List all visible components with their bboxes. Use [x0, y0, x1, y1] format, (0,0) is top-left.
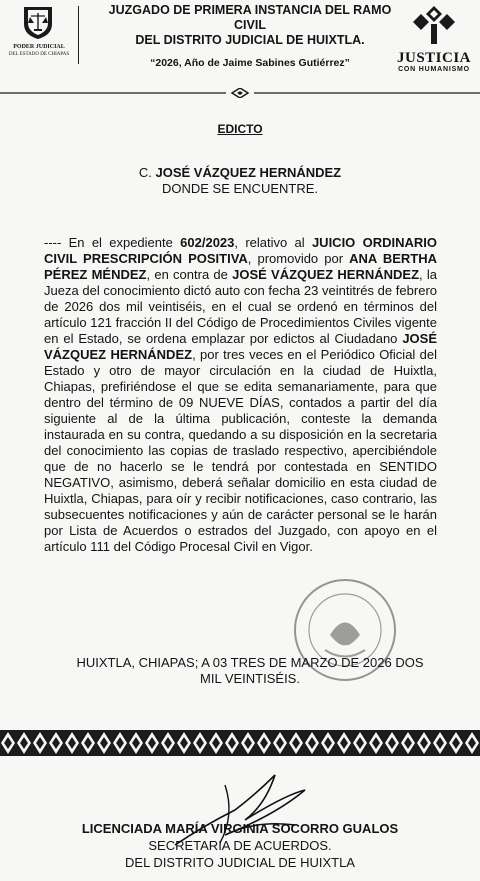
- signer-name: LICENCIADA MARÍA VIRGINIA SOCORRO GUALOS: [81, 821, 399, 836]
- addressee-name: JOSÉ VÁZQUEZ HERNÁNDEZ: [155, 165, 342, 180]
- court-header: [95, 3, 405, 71]
- signer-block: [0, 820, 480, 871]
- decorative-band: [0, 730, 480, 756]
- justicia-humanismo-logo: [394, 4, 474, 74]
- document-title: EDICTO: [217, 122, 263, 136]
- org-subname: DEL ESTADO DE CHIAPAS: [8, 52, 70, 57]
- body-text-part: ---- En el expediente: [44, 235, 181, 250]
- poder-judicial-logo: [8, 4, 70, 68]
- body-text-part: , por tres veces en el Periódico Oficial del Estado y otro de mayor circulación en la ciudad de Huixtla, Chiapas, prefiriéndose el que se edita semanariamente, para que dentro del término de 09 NUEVE DÍAS, contados a partir del día siguiente al de la última publicación, conteste la demanda instaurada en su contra, quedando a su disposición en la secretaria del conocimiento las copias de traslado respectivo, apercibiéndole que de no hacerlo se le tendrá por contestada en SENTIDO NEGATIVO, asimismo, deberá señalar domicilio en esta ciudad de Huixtla, Chiapas, para oír y recibir notificaciones, caso contrario, las subsecuentes notificaciones y aún de carácter personal se le harán por Lista de Acuerdos o estrados del Juzgado, con apoyo en el artículo 111 del Código Procesal Civil en Vigor.: [44, 347, 441, 554]
- court-name-line1: JUZGADO DE PRIMERA INSTANCIA DEL RAMO CIVIL: [108, 3, 395, 32]
- justicia-emblem-icon: [411, 4, 457, 46]
- trial-type: JUICIO ORDINARIO CIVIL PRESCRIPCIÓN POSITIVA: [44, 235, 441, 266]
- justicia-logo-title: JUSTICIA: [396, 50, 472, 66]
- body-text-part: , la Jueza del conocimiento dictó auto con fecha 23 veintitrés de febrero de 2026 dos mil veintiséis, en el cual se ordenó en términos del artículo 121 fracción II del Código de Procedimientos Civiles vigente en el Estado, se ordena emplazar por edictos al Ciudadano: [44, 267, 441, 346]
- header-divider: [78, 6, 79, 64]
- defendant-name: JOSÉ VÁZQUEZ HERNÁNDEZ: [232, 267, 420, 282]
- plaintiff-name: ANA BERTHA PÉREZ MÉNDEZ: [44, 251, 441, 282]
- edict-body: [44, 235, 441, 555]
- court-name-line2: DEL DISTRITO JUDICIAL DE HUIXTLA.: [135, 33, 365, 47]
- shield-icon: [20, 4, 56, 40]
- body-text-part: , promovido por: [247, 251, 350, 266]
- ornamental-divider: [0, 88, 480, 98]
- year-motto: “2026, Año de Jaime Sabines Gutiérrez”: [150, 57, 350, 69]
- addressee-block: [0, 165, 480, 197]
- addressee-location: DONDE SE ENCUENTRE.: [161, 181, 319, 196]
- addressee-prefix: C.: [138, 165, 156, 180]
- justicia-logo-subtitle: CON HUMANISMO: [398, 66, 470, 73]
- signer-role: SECRETARIA DE ACUERDOS.: [148, 838, 332, 853]
- body-text-part: , en contra de: [146, 267, 233, 282]
- case-number: 602/2023: [180, 235, 235, 250]
- body-text-part: , relativo al: [234, 235, 312, 250]
- defendant-name: JOSÉ VÁZQUEZ HERNÁNDEZ: [44, 331, 441, 362]
- signer-district: DEL DISTRITO JUDICIAL DE HUIXTLA: [125, 855, 355, 870]
- date-line: HUIXTLA, CHIAPAS; A 03 TRES DE MARZO DE 2026 DOS MIL VEINTISÉIS.: [76, 655, 428, 686]
- org-name: PODER JUDICIAL: [13, 44, 65, 50]
